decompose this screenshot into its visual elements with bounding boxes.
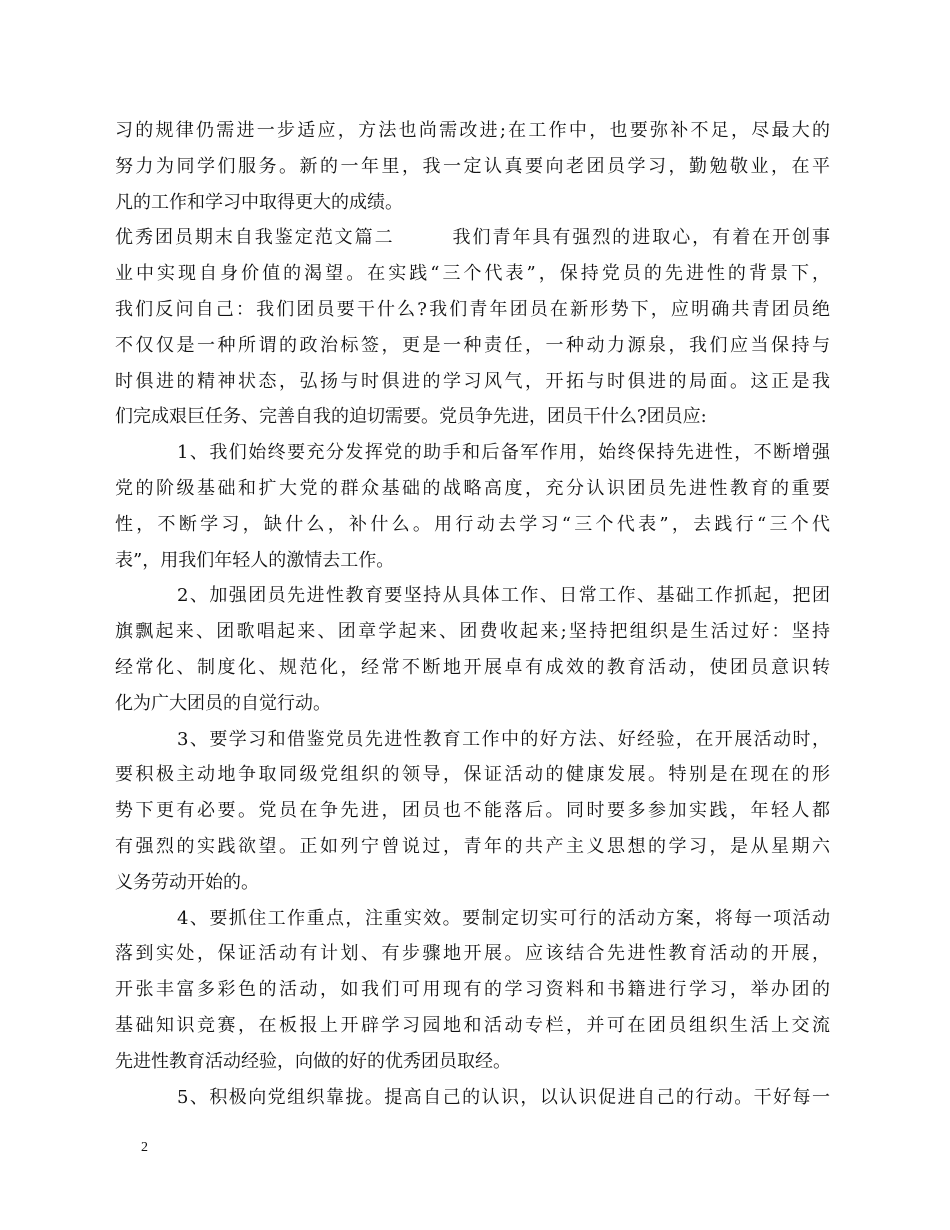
text-line: 们完成艰巨任务、完善自我的迫切需要。党员争先进，团员干什么?团员应: xyxy=(115,406,707,428)
text-line: 有强烈的实践欲望。正如列宁曾说过，青年的共产主义思想的学习，是从星期六 xyxy=(115,835,830,857)
text-line: 我们反问自己：我们团员要干什么?我们青年团员在新形势下，应明确共青团员绝 xyxy=(115,298,830,320)
text-line: 业中实现自身价值的渴望。在实践“三个代表”，保持党员的先进性的背景下， xyxy=(115,263,830,285)
section-title-line xyxy=(115,220,830,256)
text-line: 努力为同学们服务。新的一年里，我一定认真要向老团员学习，勤勉敬业，在平 xyxy=(115,155,830,177)
paragraph-3-start: 3、要学习和借鉴党员先进性教育工作中的好方法、好经验，在开展活动时， xyxy=(177,728,830,750)
text-line: 凡的工作和学习中取得更大的成绩。 xyxy=(115,191,403,213)
text-line: 先进性教育活动经验，向做的好的优秀团员取经。 xyxy=(115,1050,511,1072)
text-line: 旗飘起来、团歌唱起来、团章学起来、团费收起来;坚持把组织是生活过好：坚持 xyxy=(115,621,830,643)
text-line: 化为广大团员的自觉行动。 xyxy=(115,692,331,714)
paragraph-1-start: 1、我们始终要充分发挥党的助手和后备军作用，始终保持先进性，不断增强 xyxy=(177,442,830,464)
text-line: 势下更有必要。党员在争先进，团员也不能落后。同时要多参加实践，年轻人都 xyxy=(115,800,830,822)
section-heading: 优秀团员期末自我鉴定范文篇二 xyxy=(115,227,395,249)
text-line: 党的阶级基础和扩大党的群众基础的战略高度，充分认识团员先进性教育的重要 xyxy=(115,477,830,499)
paragraph-4-start: 4、要抓住工作重点，注重实效。要制定切实可行的活动方案，将每一项活动 xyxy=(177,907,830,929)
section-intro-text: 我们青年具有强烈的进取心，有着在开创事 xyxy=(450,227,831,249)
page-number: 2 xyxy=(141,1140,148,1155)
text-line: 开张丰富多彩色的活动，如我们可用现有的学习资料和书籍进行学习，举办团的 xyxy=(115,979,830,1001)
text-line: 落到实处，保证活动有计划、有步骤地开展。应该结合先进性教育活动的开展， xyxy=(115,943,830,965)
text-line: 不仅仅是一种所谓的政治标签，更是一种责任，一种动力源泉，我们应当保持与 xyxy=(115,334,830,356)
document-body xyxy=(115,113,830,1115)
text-line: 义务劳动开始的。 xyxy=(115,871,259,893)
paragraph-5-start: 5、积极向党组织靠拢。提高自己的认识，以认识促进自己的行动。干好每一 xyxy=(177,1086,830,1108)
text-line: 习的规律仍需进一步适应，方法也尚需改进;在工作中，也要弥补不足，尽最大的 xyxy=(115,120,830,141)
text-line: 表”，用我们年轻人的激情去工作。 xyxy=(115,549,395,571)
text-line: 基础知识竞赛，在板报上开辟学习园地和活动专栏，并可在团员组织生活上交流 xyxy=(115,1014,830,1036)
text-line: 时俱进的精神状态，弘扬与时俱进的学习风气，开拓与时俱进的局面。这正是我 xyxy=(115,370,830,392)
text-line: 经常化、制度化、规范化，经常不断地开展卓有成效的教育活动，使团员意识转 xyxy=(115,656,830,678)
text-line: 要积极主动地争取同级党组织的领导，保证活动的健康发展。特别是在现在的形 xyxy=(115,764,830,786)
paragraph-2-start: 2、加强团员先进性教育要坚持从具体工作、日常工作、基础工作抓起，把团 xyxy=(177,585,830,607)
text-line: 性，不断学习，缺什么，补什么。用行动去学习“三个代表”，去践行“三个代 xyxy=(115,513,830,535)
